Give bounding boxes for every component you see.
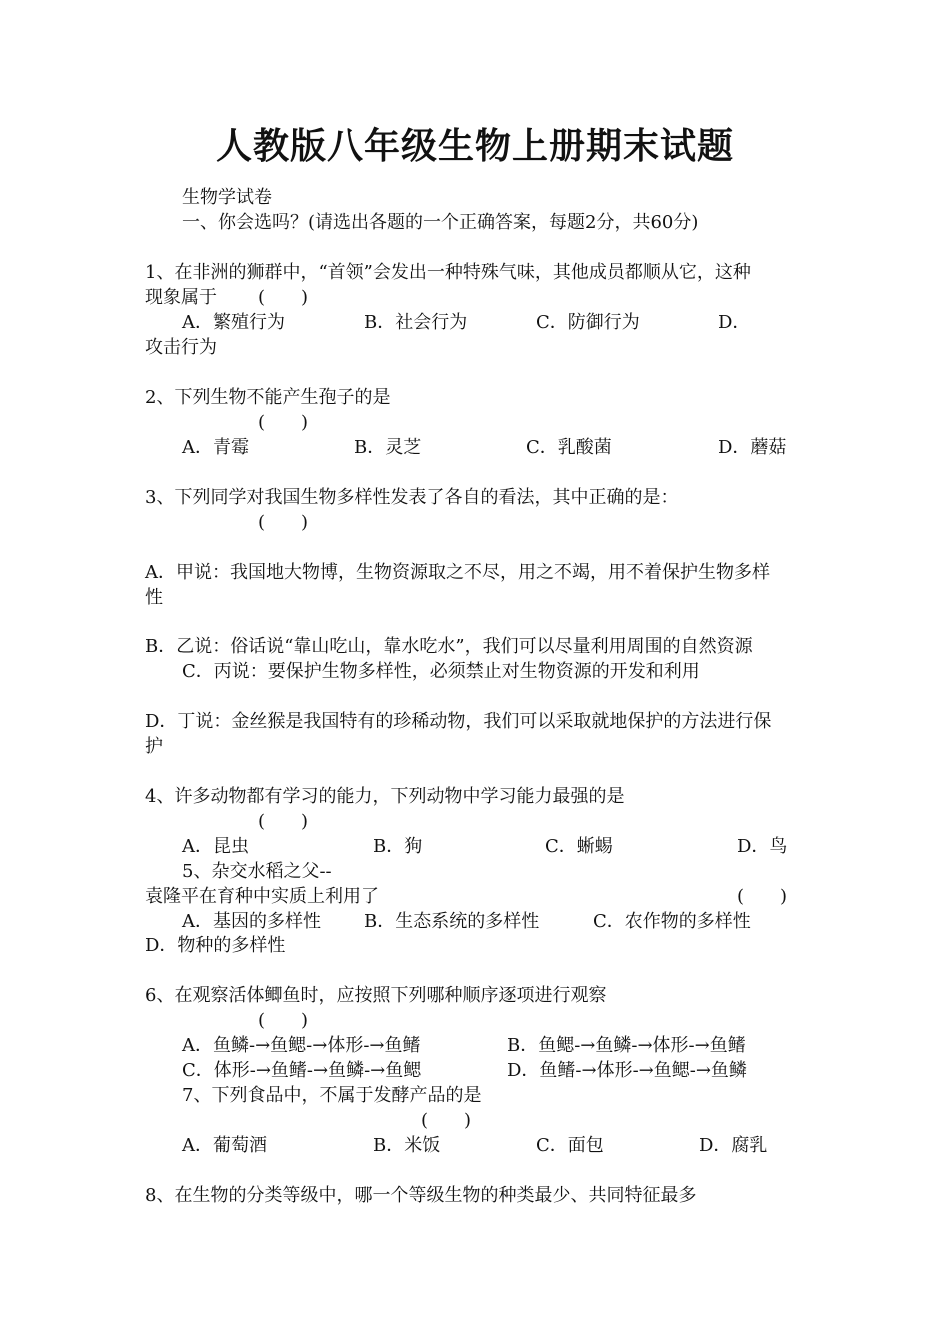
option-a: A．昆虫 (182, 836, 249, 857)
option-b: B．生态系统的多样性 (364, 911, 540, 932)
option-b: B．乙说：俗话说“靠山吃山，靠水吃水”，我们可以尽量利用周围的自然资源 (145, 636, 753, 657)
question-1-text-cont: 现象属于 (145, 287, 217, 308)
question-7-text: 7、下列食品中，不属于发酵产品的是 (182, 1085, 482, 1106)
question-8-text: 8、在生物的分类等级中，哪一个等级生物的种类最少、共同特征最多 (145, 1185, 697, 1206)
answer-blank: ( ) (258, 512, 309, 533)
option-d: D．鱼鳍-→体形-→鱼鳃-→鱼鳞 (507, 1060, 747, 1081)
option-d: D．腐乳 (699, 1135, 768, 1156)
question-2-text: 2、下列生物不能产生孢子的是 (145, 387, 391, 408)
option-b: B．米饭 (373, 1135, 441, 1156)
option-a: A．青霉 (182, 437, 249, 458)
option-b: B．鱼鳃-→鱼鳞-→体形-→鱼鳍 (507, 1035, 746, 1056)
answer-blank: ( ) (258, 287, 309, 308)
option-c: C．蜥蜴 (545, 836, 613, 857)
question-6-text: 6、在观察活体鲫鱼时，应按照下列哪种顺序逐项进行观察 (145, 985, 607, 1006)
section-heading: 一、你会选吗？(请选出各题的一个正确答案，每题2分，共60分) (182, 212, 699, 233)
answer-blank: ( ) (737, 886, 788, 907)
question-5-text: 5、杂交水稻之父-- (182, 861, 332, 882)
option-c: C．丙说：要保护生物多样性，必须禁止对生物资源的开发和利用 (182, 661, 700, 682)
option-b: B．狗 (373, 836, 423, 857)
page-title: 人教版八年级生物上册期末试题 (215, 125, 734, 167)
question-3-text: 3、下列同学对我国生物多样性发表了各自的看法，其中正确的是： (145, 487, 679, 508)
option-d-cont: 攻击行为 (145, 337, 217, 358)
option-a: A．葡萄酒 (182, 1135, 267, 1156)
option-d-cont: 护 (145, 736, 163, 757)
option-c: C．乳酸菌 (526, 437, 612, 458)
option-b: B．灵芝 (354, 437, 422, 458)
option-c: C．防御行为 (536, 312, 640, 333)
option-a-cont: 性 (145, 587, 163, 608)
option-a: A．繁殖行为 (182, 312, 285, 333)
option-c: C．体形-→鱼鳍-→鱼鳞-→鱼鳃 (182, 1060, 422, 1081)
option-c: C．面包 (536, 1135, 604, 1156)
question-1-text: 1、在非洲的狮群中，“首领”会发出一种特殊气味，其他成员都顺从它，这种 (145, 262, 751, 283)
exam-subtitle: 生物学试卷 (182, 187, 272, 208)
answer-blank: ( ) (258, 811, 309, 832)
option-a: A．基因的多样性 (182, 911, 321, 932)
option-b: B．社会行为 (364, 312, 468, 333)
option-d: D．物种的多样性 (145, 935, 286, 956)
question-5-text-cont: 袁隆平在育种中实质上利用了 (145, 886, 379, 907)
option-d: D．鸟 (737, 836, 788, 857)
option-a: A．甲说：我国地大物博，生物资源取之不尽，用之不竭，用不着保护生物多样 (145, 562, 770, 583)
option-d: D．丁说：金丝猴是我国特有的珍稀动物，我们可以采取就地保护的方法进行保 (145, 711, 772, 732)
option-a: A．鱼鳞-→鱼鳃-→体形-→鱼鳍 (182, 1035, 421, 1056)
option-c: C．农作物的多样性 (593, 911, 751, 932)
option-d: D． (718, 312, 751, 333)
answer-blank: ( ) (421, 1110, 472, 1131)
answer-blank: ( ) (258, 1010, 309, 1031)
question-4-text: 4、许多动物都有学习的能力，下列动物中学习能力最强的是 (145, 786, 625, 807)
option-d: D．蘑菇 (718, 437, 787, 458)
answer-blank: ( ) (258, 412, 309, 433)
